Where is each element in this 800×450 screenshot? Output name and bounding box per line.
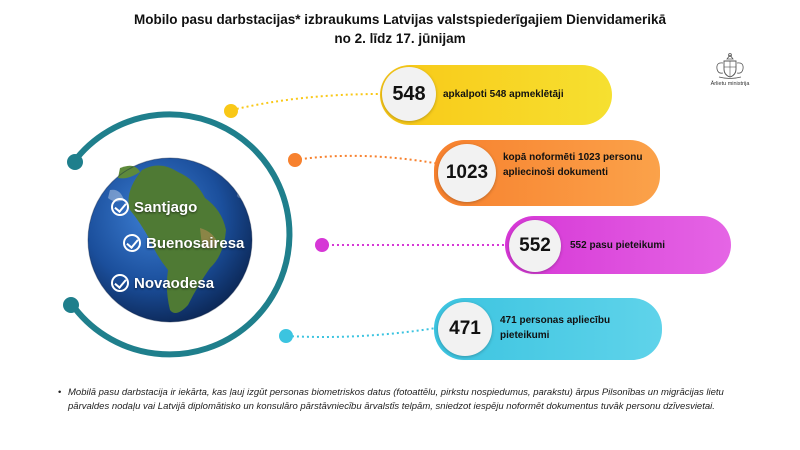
title-line-1: Mobilo pasu darbstacijas* izbraukums Latvijas valstspiederīgajiem Dienvidamerikā	[134, 12, 666, 27]
city-santjago	[111, 198, 197, 216]
city-novaodesa	[111, 274, 214, 292]
stat-label-documents: kopā noformēti 1023 personu apliecinoši dokumenti	[503, 152, 643, 178]
city-label: Santjago	[134, 198, 198, 216]
footnote	[58, 386, 738, 414]
connector-1-dot	[224, 104, 238, 118]
city-buenosairesa	[123, 234, 244, 252]
ring-dot-bottom	[63, 297, 79, 313]
connector-2	[295, 156, 440, 164]
stat-label-passports: 552 pasu pieteikumi	[570, 240, 666, 251]
title-line-2: no 2. līdz 17. jūnijam	[334, 31, 466, 46]
stat-value-id-cards: 471	[438, 302, 492, 356]
check-icon	[111, 198, 129, 216]
logo-text: Ārlietu ministrija	[710, 81, 750, 87]
stat-value-documents: 1023	[438, 144, 496, 202]
city-label: Novaodesa	[134, 274, 215, 292]
check-icon	[123, 234, 141, 252]
stat-label-visitors: apkalpoti 548 apmeklētāji	[443, 89, 564, 100]
check-icon	[111, 274, 129, 292]
ring-dot-top	[67, 154, 83, 170]
stat-value-visitors: 548	[382, 67, 436, 121]
connector-4-dot	[279, 329, 293, 343]
stat-label-id-cards: 471 personas apliecību pieteikumi	[500, 315, 611, 341]
city-label: Buenosairesa	[146, 234, 245, 252]
connector-3-dot	[315, 238, 329, 252]
footnote-text: Mobilā pasu darbstacija ir iekārta, kas ļauj izgūt personas biometriskos datus (fotoattēlu, pirkstu nospiedumus, parakstu) ārpus Pilsonības un migrācijas lietu pārvaldes nodaļu vai Latvijā diplomātisko un konsulāro pārstāvniecību ārvalstīs telpām, sniedzot iespēju noformēt dokumentus tuvāk personu dzīvesvietai.	[68, 387, 724, 412]
connector-1	[232, 94, 380, 110]
bullet-icon: •	[58, 387, 62, 398]
connector-4	[287, 328, 436, 337]
connector-2-dot	[288, 153, 302, 167]
stat-value-passports: 552	[509, 220, 561, 272]
